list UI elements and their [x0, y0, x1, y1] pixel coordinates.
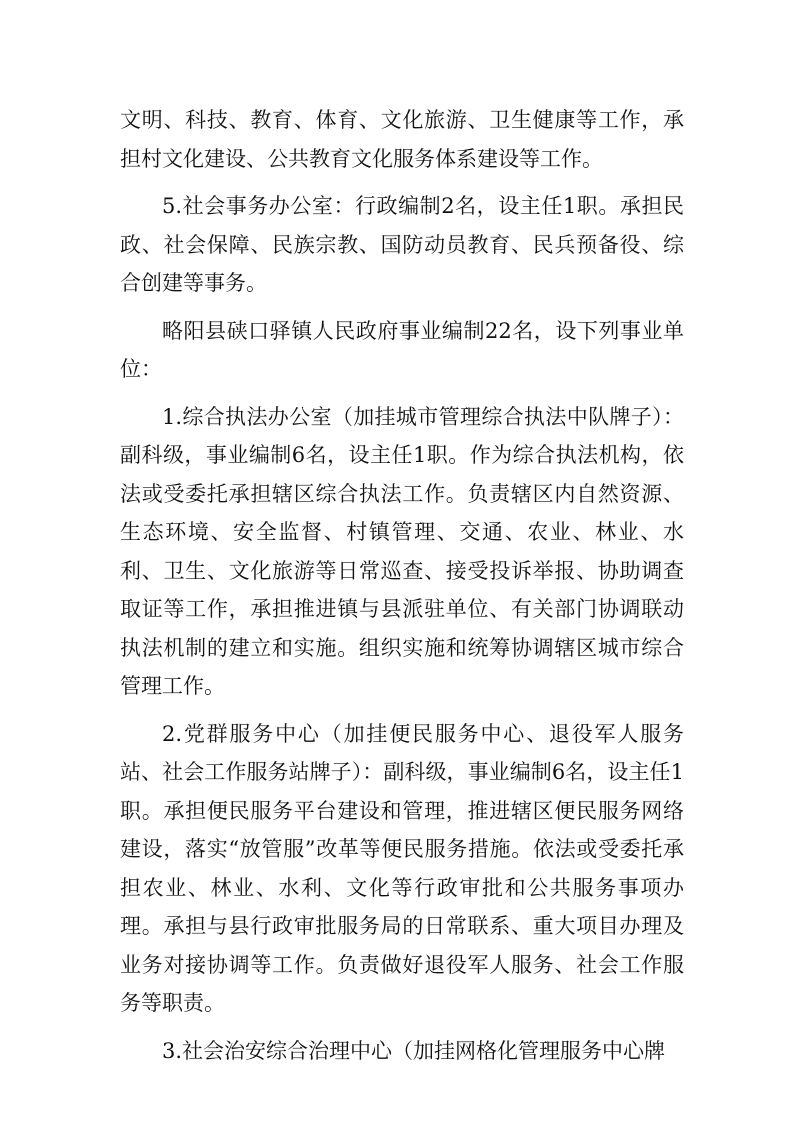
paragraph-party-service-center: 2.党群服务中心（加挂便民服务中心、退役军人服务站、社会工作服务站牌子）：副科级，事业编制6名，设主任1职。承担便民服务平台建设和管理，推进辖区便民服务网络建设，落实“放管服”改革等便民服务措施。依法或受委托承担农业、林业、水利、文化等行政审批和公共服务事项办理。承担与县行政审批服务局的日常联系、重大项目办理及业务对接协调等工作。负责做好退役军人服务、社会工作服务等职责。	[120, 721, 684, 1015]
paragraph-continued: 文明、科技、教育、体育、文化旅游、卫生健康等工作，承担村文化建设、公共教育文化服务体系建设等工作。	[120, 108, 684, 171]
paragraph-social-affairs-office: 5.社会事务办公室：行政编制2名，设主任1职。承担民政、社会保障、民族宗教、国防动员教育、民兵预备役、综合创建等事务。	[120, 194, 684, 295]
paragraph-law-enforcement-office: 1.综合执法办公室（加挂城市管理综合执法中队牌子）：副科级，事业编制6名，设主任1职。作为综合执法机构，依法或受委托承担辖区综合执法工作。负责辖区内自然资源、生态环境、安全监督、村镇管理、交通、农业、林业、水利、卫生、文化旅游等日常巡查、接受投诉举报、协助调查取证等工作，承担推进镇与县派驻单位、有关部门协调联动执法机制的建立和实施。组织实施和统筹协调辖区城市综合管理工作。	[120, 404, 684, 698]
paragraph-public-security-center: 3.社会治安综合治理中心（加挂网格化管理服务中心牌	[162, 1038, 666, 1063]
document-body	[120, 101, 684, 1079]
paragraph-public-institutions-intro: 略阳县硖口驿镇人民政府事业编制22名，设下列事业单位：	[120, 318, 684, 381]
